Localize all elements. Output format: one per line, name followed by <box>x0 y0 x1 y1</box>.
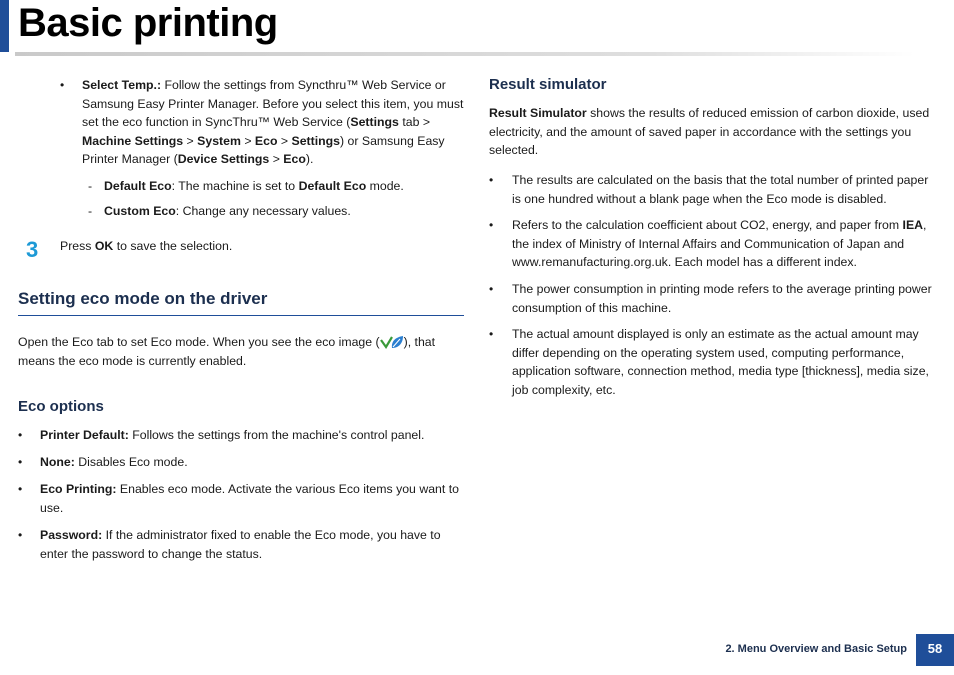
result-bullet-2: Refers to the calculation coefficient about CO2, energy, and paper from IEA, the index of Ministry of Internal Affairs and Communication of Japan and www.remanufacturing.org.uk. Each model has a different index. <box>512 218 927 269</box>
eco-intro-text: Open the Eco tab to set Eco mode. When you see the eco image ( ), that means the eco mode is currently enabled. <box>18 335 436 368</box>
bullet-password: • <box>18 528 23 542</box>
footer-chapter: 2. Menu Overview and Basic Setup <box>725 643 907 655</box>
bullet-none: • <box>18 455 23 469</box>
page-number: 58 <box>916 634 954 666</box>
dash-custom-eco: - <box>88 204 93 218</box>
page-title: Basic printing <box>18 1 278 45</box>
dash-default-eco: - <box>88 179 93 193</box>
option-eco-printing: Eco Printing: Enables eco mode. Activate the various Eco items you want to use. <box>40 482 459 515</box>
result-simulator-heading: Result simulator <box>489 76 607 93</box>
result-bullet-4: The actual amount displayed is only an estimate as the actual amount may differ depending on the operating system used, computing performance, application software, connection method, media type [thickness], media size, job complexity, etc. <box>512 327 929 397</box>
default-eco-item: Default Eco: The machine is set to Default Eco mode. <box>104 179 404 193</box>
result-simulator-intro: Result Simulator shows the results of reduced emission of carbon dioxide, used electricity, and the amount of saved paper in accordance with the settings you selected. <box>489 106 930 157</box>
bullet-select-temp: • <box>60 78 65 92</box>
option-password: Password: If the administrator fixed to enable the Eco mode, you have to enter the password to change the status. <box>40 528 441 561</box>
eco-leaf-icon <box>380 335 404 349</box>
select-temp-item: Select Temp.: Follow the settings from Syncthru™ Web Service or Samsung Easy Printer Manager. Before you select this item, you must set the eco function in SyncThru™ Web Service (Settings tab > Machine Settings > System > Eco > Settings) or Samsung Easy Printer Manager (Device Settings > Eco). <box>82 78 464 166</box>
bullet-result-4: • <box>489 327 494 341</box>
result-bullet-3: The power consumption in printing mode refers to the average printing power consumption of this machine. <box>512 282 932 315</box>
result-bullet-1: The results are calculated on the basis that the total number of printed paper is one hundred without a blank page when the Eco mode is disabled. <box>512 173 929 206</box>
section-divider <box>18 315 464 316</box>
header-accent-bar <box>0 0 9 52</box>
title-divider <box>15 52 915 56</box>
step-number: 3 <box>26 237 39 262</box>
bullet-eco-printing: • <box>18 482 23 496</box>
bullet-result-1: • <box>489 173 494 187</box>
option-none: None: Disables Eco mode. <box>40 455 188 469</box>
option-printer-default: Printer Default: Follows the settings from the machine's control panel. <box>40 428 425 442</box>
section-heading: Setting eco mode on the driver <box>18 289 268 308</box>
bullet-result-3: • <box>489 282 494 296</box>
custom-eco-item: Custom Eco: Change any necessary values. <box>104 204 351 218</box>
bullet-printer-default: • <box>18 428 23 442</box>
step-3-text: Press OK to save the selection. <box>60 239 233 253</box>
bullet-result-2: • <box>489 218 494 232</box>
eco-options-heading: Eco options <box>18 398 104 415</box>
